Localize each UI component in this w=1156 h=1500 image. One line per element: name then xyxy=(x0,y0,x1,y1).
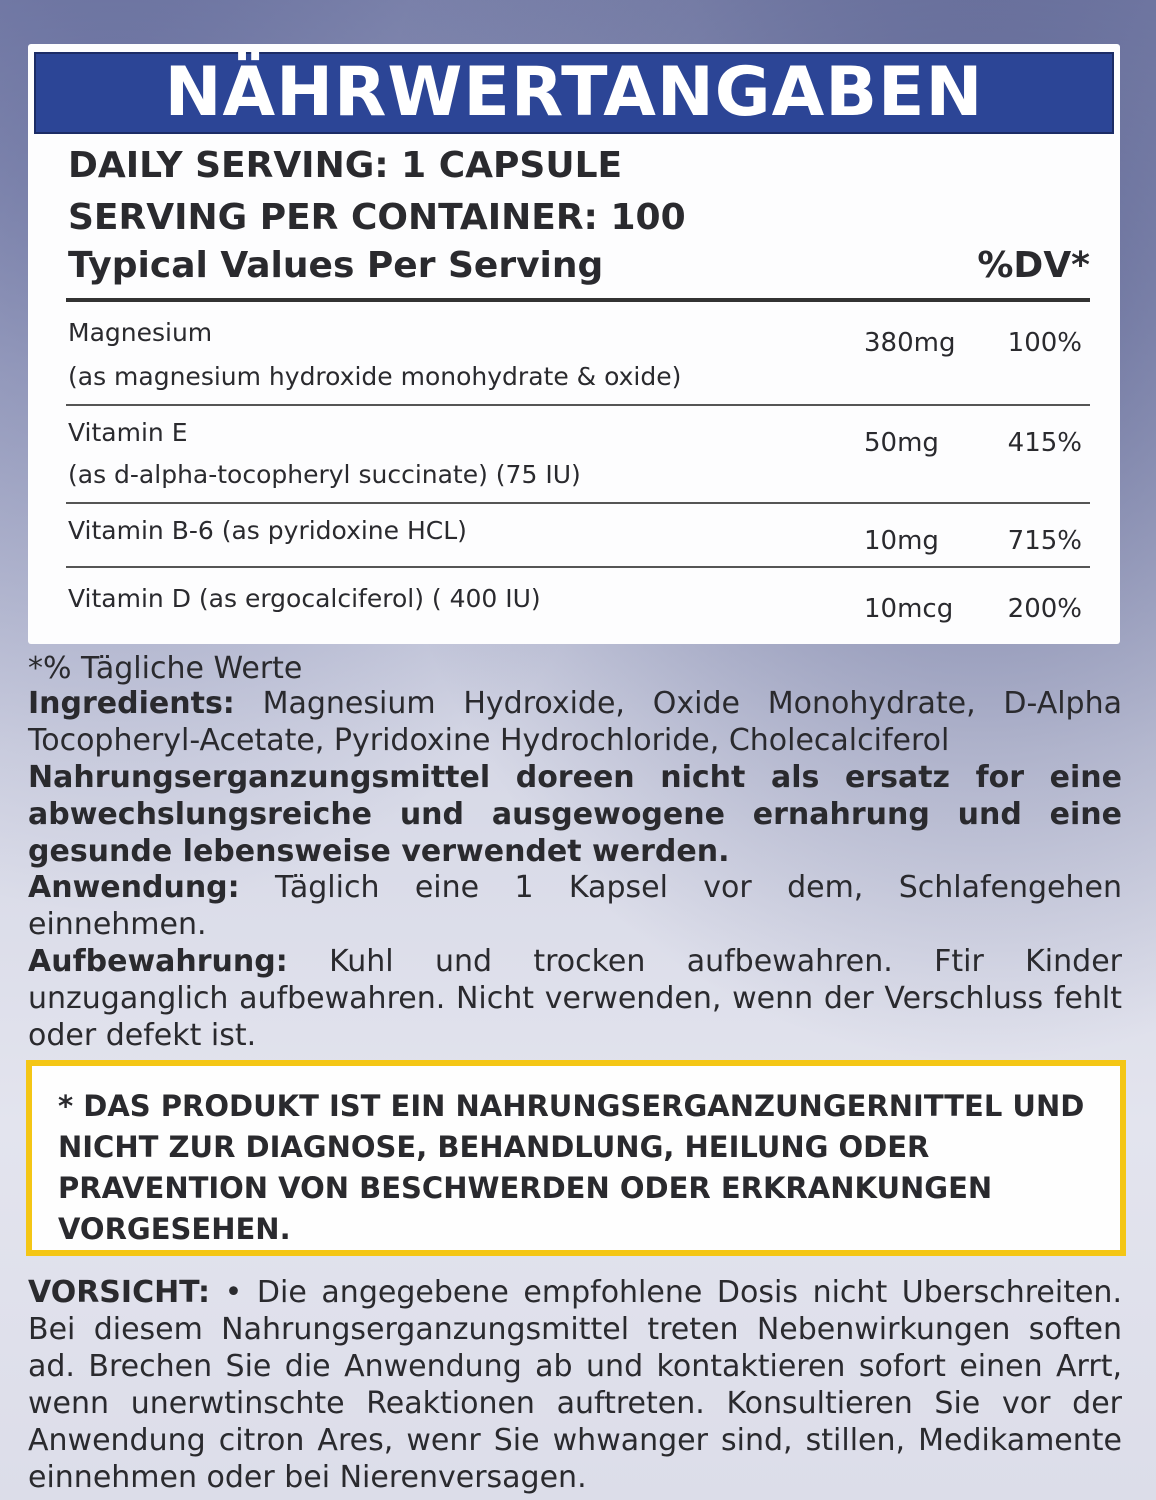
usage-text: Täglich eine 1 Kapsel vor dem, Schlafengehen einnehmen. xyxy=(28,870,1122,942)
disclaimer-box xyxy=(26,1060,1126,1256)
ingredients-text: Magnesium Hydroxide, Oxide Monohydrate, D-Alpha Tocopheryl-Acetate, Pyridoxine Hydrochloride, Cholecalciferol xyxy=(28,686,1122,758)
header-divider xyxy=(66,298,1090,302)
caution-text: • Die angegebene empfohlene Dosis nicht Uberschreiten. Bei diesem Nahrungserganzungsmittel treten Nebenwirkungen soften ad. Brechen Sie die Anwendung ab und kontaktieren sofort einen Arrt, wenn unerwtinschte Reaktionen auftreten. Konsultieren Sie vor der Anwendung citron Ares, wenr Sie whwanger sind, stillen, Medikamente einnehmen oder bei Nierenversagen. xyxy=(28,1275,1122,1495)
nutrient-amount: 10mcg xyxy=(864,594,954,624)
usage-paragraph xyxy=(28,869,1122,943)
row-divider xyxy=(66,404,1090,406)
servings-per-container: SERVING PER CONTAINER: 100 xyxy=(68,197,686,238)
table-row xyxy=(68,320,1090,400)
title-bar xyxy=(34,52,1114,134)
footnote: *% Tägliche Werte xyxy=(28,651,303,686)
typical-values-label: Typical Values Per Serving xyxy=(68,245,604,286)
nutrient-name: Vitamin B-6 (as pyridoxine HCL) xyxy=(68,516,467,545)
row-divider xyxy=(66,502,1090,504)
nutrient-dv: 100% xyxy=(1007,328,1082,358)
row-divider xyxy=(66,566,1090,568)
disclaimer-text: * DAS PRODUKT IST EIN NAHRUNGSERGANZUNGERNITTEL UND NICHT ZUR DIAGNOSE, BEHANDLUNG, HEILUNG ODER PRAVENTION VON BESCHWERDEN ODER ERKRANKUNGEN VORGESEHEN. xyxy=(58,1089,1085,1246)
nutrient-amount: 10mg xyxy=(864,526,939,556)
ingredients-paragraph xyxy=(28,685,1122,759)
usage-label: Anwendung: xyxy=(28,870,240,905)
page-title: NÄHRWERTANGABEN xyxy=(164,53,984,132)
nutrient-name: Vitamin D (as ergocalciferol) ( 400 IU) xyxy=(68,584,541,613)
supplement-notice: Nahrungserganzungsmittel doreen nicht als ersatz for eine abwechslungsreiche und ausgewogene ernahrung und eine gesunde lebensweise verwendet werden. xyxy=(28,760,1122,869)
nutrient-dv: 715% xyxy=(1007,526,1082,556)
nutrient-amount: 50mg xyxy=(864,428,939,458)
nutrient-source: (as magnesium hydroxide monohydrate & oxide) xyxy=(68,362,682,391)
table-row xyxy=(68,420,1090,500)
nutrition-facts-panel xyxy=(28,44,1120,644)
nutrient-source: (as d-alpha-tocopheryl succinate) (75 IU) xyxy=(68,460,581,489)
storage-label: Aufbewahrung: xyxy=(28,944,288,979)
nutrient-name: Vitamin E xyxy=(68,418,188,447)
daily-serving: DAILY SERVING: 1 CAPSULE xyxy=(68,145,623,186)
caution-paragraph xyxy=(28,1274,1122,1496)
nutrient-dv: 200% xyxy=(1007,594,1082,624)
storage-paragraph xyxy=(28,943,1122,1054)
storage-text: Kuhl und trocken aufbewahren. Ftir Kinder unzuganglich aufbewahren. Nicht verwenden, wenn der Verschluss fehlt oder defekt ist. xyxy=(28,944,1122,1053)
daily-value-header: %DV* xyxy=(977,245,1090,286)
table-header xyxy=(68,245,1090,298)
table-row xyxy=(68,518,1090,562)
ingredients-label: Ingredients: xyxy=(28,686,235,721)
nutrient-amount: 380mg xyxy=(864,328,956,358)
caution-label: VORSICHT: xyxy=(28,1275,211,1310)
table-row xyxy=(68,586,1090,630)
nutrient-name: Magnesium xyxy=(68,318,213,347)
nutrient-dv: 415% xyxy=(1007,428,1082,458)
